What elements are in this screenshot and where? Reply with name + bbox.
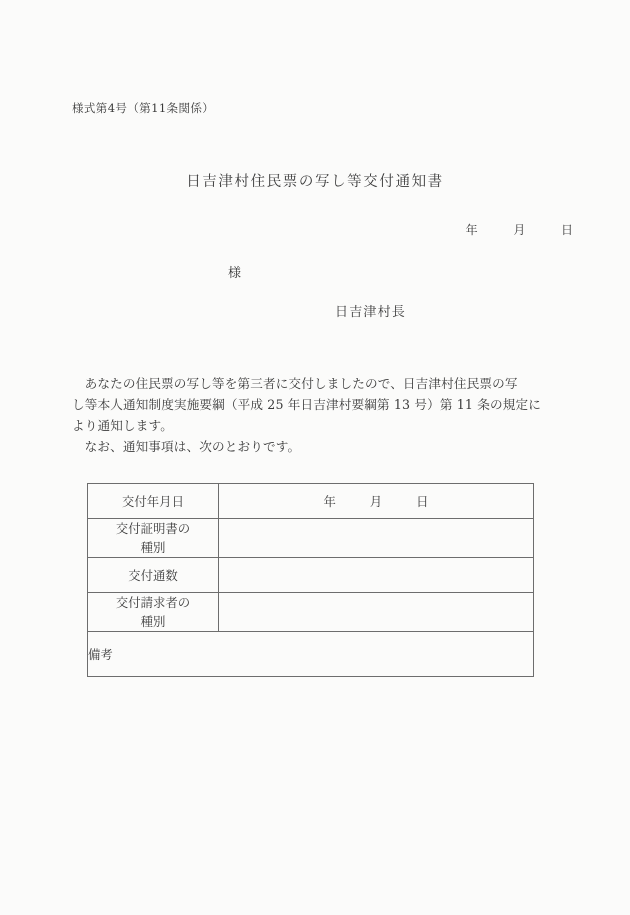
table-label-copy-count-line1: 交付通数 — [128, 567, 178, 583]
body-line-3: より通知します。 — [72, 418, 173, 433]
table-label-issue-date-line1: 交付年月日 — [122, 493, 184, 509]
table-value-copy-count[interactable] — [219, 558, 534, 593]
table-issue-date-month-label: 月 — [369, 494, 383, 509]
issue-date-day-label: 日 — [560, 223, 573, 237]
table-label-requester-type — [88, 593, 219, 632]
issue-date-month-label: 月 — [513, 223, 526, 237]
table-issue-date-year-label: 年 — [323, 494, 336, 509]
table-label-copy-count — [88, 558, 219, 593]
issue-date-year-label: 年 — [465, 223, 478, 237]
notice-table — [87, 483, 534, 677]
addressee-suffix: 様 — [228, 266, 242, 281]
table-label-remarks: 備考 — [88, 646, 113, 662]
table-row-certificate-type — [88, 519, 534, 558]
body-line-4: なお、通知事項は、次のとおりです。 — [84, 439, 301, 454]
table-value-requester-type[interactable] — [219, 593, 534, 632]
body-line-1: あなたの住民票の写し等を第三者に交付しましたので、日吉津村住民票の写 — [84, 376, 518, 391]
document-title: 日吉津村住民票の写し等交付通知書 — [186, 174, 444, 190]
table-label-issue-date — [88, 484, 219, 519]
body-line-2: し等本人通知制度実施要綱（平成 25 年日吉津村要綱第 13 号）第 11 条の規定に — [72, 397, 541, 412]
table-label-requester-type-line2: 種別 — [140, 614, 166, 629]
table-issue-date-day-label: 日 — [416, 494, 429, 509]
table-label-certificate-type-line2: 種別 — [140, 540, 166, 555]
table-cell-remarks[interactable] — [88, 632, 534, 677]
table-value-certificate-type[interactable] — [219, 519, 534, 558]
body-text — [72, 373, 564, 457]
form-number: 様式第4号（第11条関係） — [72, 101, 215, 115]
issuer-name: 日吉津村長 — [335, 305, 407, 320]
table-row-issue-date — [88, 484, 534, 519]
table-row-requester-type — [88, 593, 534, 632]
table-label-certificate-type — [88, 519, 219, 558]
issue-date-line — [466, 221, 573, 238]
table-value-issue-date-inline — [219, 492, 533, 510]
table-row-copy-count — [88, 558, 534, 593]
table-value-issue-date[interactable] — [219, 484, 534, 519]
table-label-requester-type-line1: 交付請求者の — [115, 595, 191, 610]
table-row-remarks — [88, 632, 534, 677]
table-label-certificate-type-line1: 交付証明書の — [115, 521, 191, 536]
